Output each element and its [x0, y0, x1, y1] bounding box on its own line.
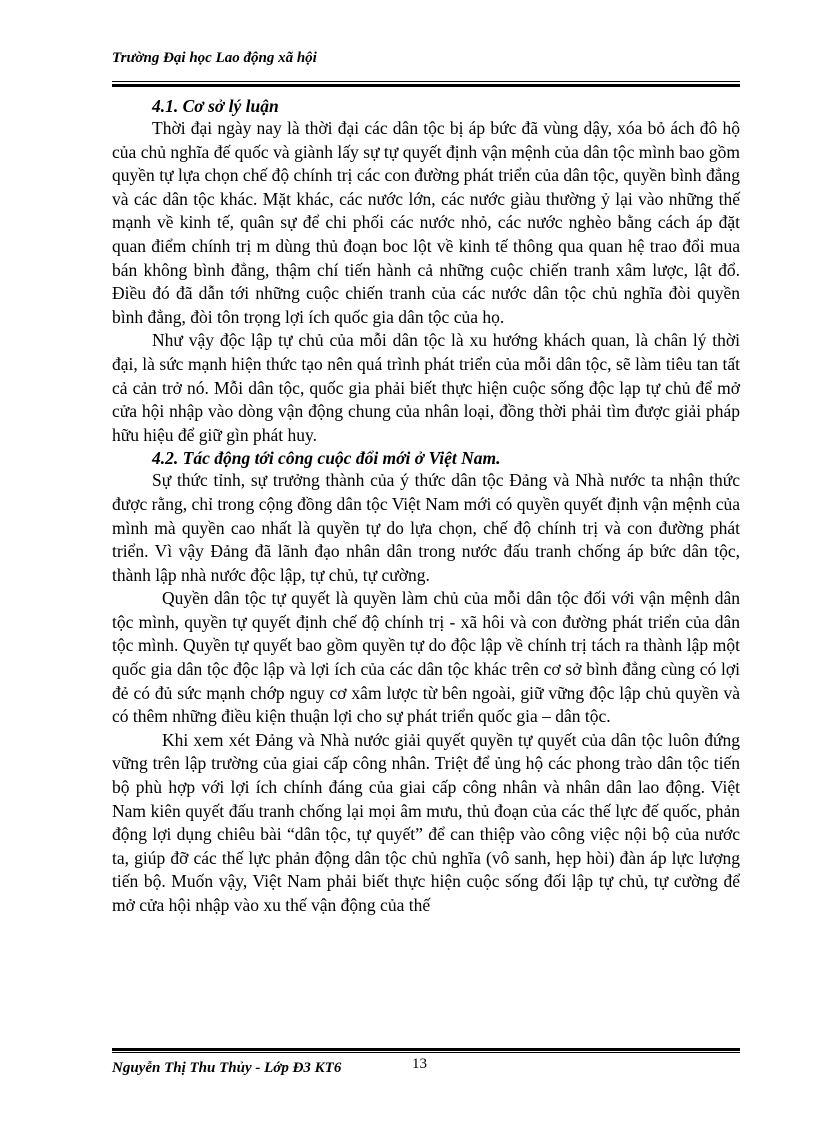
- header-rule-thin: [112, 81, 740, 82]
- section-heading-4-2: 4.2. Tác động tới công cuộc đổi mới ở Việt Nam.: [152, 448, 501, 469]
- paragraph: Sự thức tỉnh, sự trưởng thành của ý thức dân tộc Đảng và Nhà nước ta nhận thức được rằng, chỉ trong cộng đồng dân tộc Việt Nam mới có quyền quyết định vận mệnh của mình mà quyền cao nhất là quyền tự do lựa chọn, chế độ chính trị và con đường phát triển. Vì vậy Đảng đã lãnh đạo nhân dân trong nước đấu tranh chống áp bức dân tộc, thành lập nhà nước độc lập, tự chủ, tự cường.: [112, 470, 740, 585]
- footer-rule-thick: [112, 1048, 740, 1051]
- header-title: Trường Đại học Lao động xã hội: [112, 50, 317, 66]
- section-heading-4-1: 4.1. Cơ sở lý luận: [152, 96, 279, 116]
- page-footer: [112, 1048, 740, 1098]
- paragraph: Thời đại ngày nay là thời đại các dân tộc bị áp bức đã vùng dậy, xóa bỏ ách đô hộ của chủ nghĩa đế quốc và giành lấy sự tự quyết định vận mệnh của dân tộc mình bao gồm quyền tự lựa chọn chế độ chính trị các con đường phát triển của dân tộc, quyền bình đẳng và các dân tộc khác. Mặt khác, các nước lớn, các nước giàu thường ỷ lại vào những thế mạnh về kinh tế, quân sự để chi phối các nước nhỏ, các nước nghèo bằng cách áp đặt quan điểm chính trị m dùng thủ đoạn boc lột về kinh tế thông qua quan hệ trao đổi mua bán không bình đẳng, thậm chí tiến hành cả những cuộc chiến tranh xâm lược, lật đổ. Điều đó đã dẫn tới những cuộc chiến tranh của các nước dân tộc chủ nghĩa đòi quyền bình đẳng, đòi tôn trọng lợi ích quốc gia dân tộc của họ.: [112, 118, 740, 327]
- page-header: [112, 50, 740, 67]
- footer-rule-thin: [112, 1052, 740, 1053]
- footer-author: Nguyễn Thị Thu Thủy - Lớp Đ3 KT6: [112, 1060, 342, 1076]
- paragraph: Như vậy độc lập tự chủ của mỗi dân tộc là xu hướng khách quan, là chân lý thời đại, là sức mạnh hiện thức tạo nên quá trình phát triển của mỗi dân tộc, sẽ làm tiêu tan tất cả cản trở nó. Mỗi dân tộc, quốc gia phải biết thực hiện cuộc sống độc lạp tự chủ để mở cửa hội nhập vào dòng vận động chung của nhân loại, đồng thời phải tìm được giải pháp hữu hiệu để giữ gìn phát huy.: [112, 330, 740, 445]
- paragraph: Quyền dân tộc tự quyết là quyền làm chủ của mỗi dân tộc đối với vận mệnh dân tộc mình, quyền tự quyết định chế độ chính trị - xã hôi và con đường phát triển của dân tộc mình. Quyền tự quyết bao gồm quyền tự do độc lập về chính trị tách ra thành lập một quốc gia dân tộc độc lập và lợi ích của các dân tộc khác trên cơ sở bình đẳng cùng có lợi đẻ có đủ sức mạnh chớp nguy cơ xâm lược từ bên ngoài, giữ vững độc lập chủ quyền và có thêm những điều kiện thuận lợi cho sự phát triển quốc gia – dân tộc.: [112, 588, 740, 727]
- header-rule-thick: [112, 84, 740, 87]
- document-body: [112, 95, 740, 918]
- page-number: 13: [412, 1056, 427, 1072]
- paragraph: Khi xem xét Đảng và Nhà nước giải quyết quyền tự quyết của dân tộc luôn đứng vững trên lập trường của giai cấp công nhân. Triệt để ủng hộ các phong trào dân tộc tiến bộ phù hợp với lợi ích chính đáng của giai cấp công nhân và nhân dân lao động. Việt Nam kiên quyết đấu tranh chống lại mọi âm mưu, thủ đoạn của các thế lực đế quốc, phản động lợi dụng chiêu bài “dân tộc, tự quyết” để can thiệp vào công việc nội bộ của nước ta, giúp đỡ các thế lực phản động dân tộc chủ nghĩa (vô sanh, hẹp hòi) đàn áp lực lượng tiến bộ. Muốn vậy, Việt Nam phải biết thực hiện cuộc sống đối lập tự chủ, tự cường để mở cửa hội nhập vào xu thế vận động của thế: [112, 729, 740, 915]
